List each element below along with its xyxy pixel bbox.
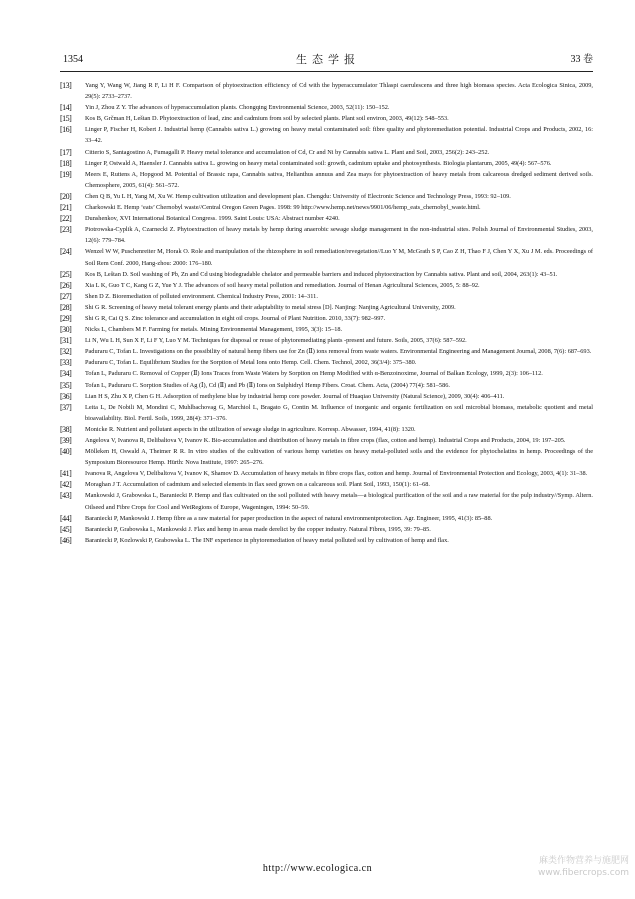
journal-title: 生态学报	[296, 53, 360, 66]
reference-number: [37]	[60, 402, 72, 412]
reference-number: [19]	[60, 169, 72, 179]
reference-number: [26]	[60, 280, 72, 290]
reference-entry	[60, 280, 593, 291]
reference-entry	[60, 324, 593, 335]
header-rule	[60, 71, 593, 72]
reference-entry	[60, 80, 593, 102]
volume-label: 33 卷	[570, 54, 593, 65]
reference-number: [18]	[60, 158, 72, 168]
reference-text: Yang Y, Wang W, Jiang R F, Li H F. Comparison of phytoextraction efficiency of Cd with the hyperaccumulator Thlaspi caerulescens and three high biomass species. Acta Ecologica Sinica, 2009, 29(5): 2733–2737.	[85, 82, 593, 101]
reference-text: Linger P, Fischer H, Kobert J. Industrial hemp (Cannabis sativa L.) growing on heavy metal contaminated soil: fibre quality and phytoremediation potential. Industrial Crops and Products, 2002, 16: 33–42.	[85, 126, 593, 145]
reference-text: Wenzel W W, Puschenreiter M, Horak O. Role and manipulation of the rhizosphere in soil remediation/revegetation//Luo Y M, McGrath S P, Cao Z H, Thao F J, Chen Y X, Xu J M. eds. Proceedings of Soil Rem Conf. 2000, Hang-zhou: 2000: 176–180.	[85, 248, 593, 267]
reference-text: Kos B, Grčman H, Leštan D. Phytoextraction of lead, zinc and cadmium from soil by selected plants. Plant soil environ, 2003, 49(12): 548–553.	[85, 115, 449, 123]
reference-entry	[60, 479, 593, 490]
reference-entry	[60, 435, 593, 446]
running-header	[63, 52, 593, 68]
reference-entry	[60, 202, 593, 213]
reference-number: [16]	[60, 125, 72, 135]
footer-url: http://www.ecologica.cn	[262, 863, 373, 874]
reference-entry	[60, 269, 593, 280]
reference-number: [45]	[60, 524, 72, 534]
reference-entry	[60, 158, 593, 169]
reference-text: Xia L K, Guo T C, Kang G Z, Yue Y J. The advances of soil heavy metal pollution and remediation. Journal of Henan Agricultural Sciences, 2005, 5: 88–92.	[85, 281, 480, 289]
reference-text: Linger P, Ostwald A, Haensler J. Cannabis sativa L. growing on heavy metal contaminated soil: growth, cadmium uptake and photosynthesis. Biologia plantarum, 2005, 49(4): 567–576.	[85, 159, 552, 167]
reference-entry	[60, 380, 593, 391]
reference-number: [40]	[60, 447, 72, 457]
reference-text: Nicks L, Chambers M F. Farming for metals. Mining Environmental Management, 1995, 3(3): 15–18.	[85, 326, 343, 334]
reference-text: Tofan L, Paduraru C. Sorption Studies of Ag (Ⅰ), Cd (Ⅱ) and Pb (Ⅱ) Ions on Sulphidryl Hemp Fibers. Croat. Chem. Acta, (2004) 77(4): 581–586.	[85, 381, 450, 389]
reference-number: [30]	[60, 325, 72, 335]
reference-entry	[60, 124, 593, 146]
watermark-line-2: www.fibercrops.com	[538, 868, 629, 878]
reference-text: Kos B, Leštan D. Soil washing of Pb, Zn and Cd using biodegradable chelator and permeable barriers and induced phytoextraction by Cannabis sativa. Plant and soil, 2004, 263(1): 43–51.	[85, 270, 558, 278]
reference-number: [29]	[60, 313, 72, 323]
reference-entry	[60, 402, 593, 424]
reference-number: [32]	[60, 347, 72, 357]
reference-entry	[60, 191, 593, 202]
reference-number: [22]	[60, 214, 72, 224]
watermark-line-1: 麻类作物营养与施肥网	[538, 856, 629, 866]
reference-number: [20]	[60, 191, 72, 201]
reference-number: [42]	[60, 480, 72, 490]
reference-number: [17]	[60, 147, 72, 157]
reference-number: [31]	[60, 336, 72, 346]
reference-number: [25]	[60, 269, 72, 279]
reference-entry	[60, 224, 593, 246]
reference-number: [44]	[60, 513, 72, 523]
reference-number: [27]	[60, 291, 72, 301]
reference-number: [41]	[60, 469, 72, 479]
reference-entry	[60, 169, 593, 191]
reference-text: Chen Q B, Yu L H, Yang M, Xu W. Hemp cultivation utilization and development plan. Chengdu: University of Electronic Science and Technology Press, 1993: 92–109.	[85, 192, 511, 200]
reference-entry	[60, 357, 593, 368]
reference-text: Shi G R, Cai Q S. Zinc tolerance and accumulation in eight oil crops. Journal of Plant Nutrition. 2010, 33(7): 982–997.	[85, 314, 386, 322]
watermark	[538, 855, 629, 879]
reference-entry	[60, 391, 593, 402]
reference-number: [38]	[60, 424, 72, 434]
reference-entry	[60, 524, 593, 535]
reference-text: Mölleken H, Oswald A, Theimer R R. In vitro studies of the cultivation of various hemp varieties on heavy metal-polluted soils and the evidence for phytochelatins in hemp. Proceedings of the Symposium Bioresource Hemp. Hürth: Nova Institute, 1997: 265–276.	[85, 448, 593, 467]
reference-entry	[60, 490, 593, 512]
reference-text: Mankowski J, Grabowska L, Baraniecki P. Hemp and flax cultivated on the soil polluted with heavy metals—a biological purification of the soil and a raw material for the pulp industry//Symp. Altern. Oilseed and Fibre Crops for Cool and WetRegions of Europe, Wageningen, 1994: 50–59.	[85, 492, 593, 511]
reference-text: Baraniecki P, Kozlowski P, Grabowska L. The INF experience in phytoremediation of heavy metal polluted soil by cultivation of hemp and flax.	[85, 536, 449, 544]
reference-text: Baraniecki P, Grabowska L, Mankowski J. Flax and hemp in areas made derelict by the copper industry. Natural Fibres, 1995, 39: 79–85.	[85, 525, 431, 533]
reference-number: [13]	[60, 81, 72, 90]
reference-text: Li N, Wu L H, Sun X F, Li F Y, Luo Y M. Techniques for disposal or reuse of phytoremediating plants -present and future. Soils, 2005, 37(6): 587–592.	[85, 337, 467, 345]
reference-entry	[60, 213, 593, 224]
reference-list	[60, 80, 593, 546]
reference-entry	[60, 335, 593, 346]
reference-entry	[60, 246, 593, 268]
reference-number: [21]	[60, 203, 72, 213]
reference-entry	[60, 535, 593, 546]
reference-number: [23]	[60, 225, 72, 235]
reference-entry	[60, 368, 593, 379]
reference-text: Tofan L, Paduraru C. Removal of Copper (Ⅱ) Ions Traces from Waste Waters by Sorption on Hemp Modified with α-Benzoinoxime, Journal of Balkan Ecology, 1999, 2(3): 106–112.	[85, 370, 543, 378]
reference-text: Citterio S, Santagostino A, Fumagalli P. Heavy metal tolerance and accumulation of Cd, Cr and Ni by Cannabis sativa L. Plant and Soil, 2003, 256(2): 243–252.	[85, 148, 490, 156]
reference-entry	[60, 291, 593, 302]
reference-text: Angelova V, Ivanova R, Delibaltova V, Ivanov K. Bio-accumulation and distribution of heavy metals in fibre crops (flax, cotton and hemp). Industrial Crops and Products, 2004, 19: 197–205.	[85, 437, 566, 444]
reference-text: Leita L, De Nobili M, Mondini C, Muhlbachovag G, Marchiol L, Bragato G, Contin M. Influence of inorganic and organic fertilization on soil microbial biomass, metabolic quotient and metal bioavailability. Biol. Fertil. Soils, 1999, 28(4): 371–376.	[85, 403, 593, 422]
reference-entry	[60, 513, 593, 524]
reference-text: Paduraru C, Tofan L. Investigations on the possibility of natural hemp fibers use for Zn (Ⅱ) ions removal from waste waters. Environmental Engineering and Management Journal, 2008, 7(6): 687–693.	[85, 348, 592, 356]
reference-text: Yin J, Zhou Z Y. The advances of hyperaccumulation plants. Chongqing Environmental Science, 2003, 52(11): 150–152.	[85, 104, 390, 112]
reference-number: [46]	[60, 535, 72, 545]
reference-text: Baraniecki P, Mankowski J. Hemp fibre as a raw material for paper production in the aspect of natural environmentprotection. Agr. Engineer, 1995, 41(3): 85–88.	[85, 514, 493, 522]
reference-number: [24]	[60, 247, 72, 257]
reference-entry	[60, 424, 593, 435]
page-number: 1354	[63, 54, 83, 65]
reference-entry	[60, 346, 593, 357]
reference-entry	[60, 446, 593, 468]
reference-text: Piotrowska-Cyplik A, Czarnecki Z. Phytoextraction of heavy metals by hemp during anaerobic sewage sludge management in the non-industrial sites. Polish Journal of Environmental Studies, 2003, 12(6): 779–784.	[85, 226, 593, 245]
reference-entry	[60, 102, 593, 113]
reference-number: [43]	[60, 491, 72, 501]
reference-text: Lian H S, Zhu X P, Chen G H. Adsorption of methylene blue by industrial hemp core powder. Journal of Huaqiao University (Natural Science), 2009, 30(4): 406–411.	[85, 392, 505, 400]
reference-number: [14]	[60, 103, 72, 113]
reference-text: Shen D Z. Bioremediation of polluted environment. Chemical Industry Press, 2001: 14–311.	[85, 292, 318, 300]
reference-text: Dunshenkov, XVI International Botanical Congress. 1999. Saint Louis: USA: Abstract number 4240.	[85, 215, 340, 223]
reference-number: [35]	[60, 380, 72, 390]
reference-number: [39]	[60, 436, 72, 445]
reference-entry	[60, 113, 593, 124]
reference-number: [28]	[60, 302, 72, 312]
reference-text: Charkowski E. Hemp ‘eats’ Chernobyl waste//Central Oregon Green Pages. 1998: 99 http://www.hemp.net/news/9901/06/hemp_eats_chernobyl_waste.html.	[85, 204, 481, 212]
reference-entry	[60, 313, 593, 324]
reference-entry	[60, 468, 593, 479]
reference-text: Meers E, Ruttens A, Hopgood M. Potential of Brassic rapa, Cannabis sativa, Helianthus annuus and Zea mays for phytoextraction of heavy metals from calcareous dredged sediment derived soils. Chemosphere, 2005, 61(4): 561–572.	[85, 170, 593, 189]
reference-text: Moraghan J T. Accumulation of cadmium and selected elements in flax seed grown on a calcareous soil. Plant Soil, 1993, 150(1): 61–68.	[85, 481, 430, 489]
reference-text: Paduraru C, Tofan L. Equilibrium Studies for the Sorption of Metal Ions onto Hemp. Cell. Chem. Technol, 2002, 36(3/4): 375–380.	[85, 359, 417, 367]
reference-number: [15]	[60, 114, 72, 124]
reference-text: Ivanova R, Angelova V, Delibaltova V, Ivanov K, Shamov D. Accumulation of heavy metals in fibre crops flax, cotton and hemp. Journal of Environmental Protection and Ecology, 2003, 4(1): 31–38.	[85, 470, 588, 478]
reference-text: Monicke R. Nutrient and pollutant aspects in the utilization of sewage sludge in agriculture. Korresp. Abwasser, 1994, 41(8): 1320.	[85, 425, 416, 433]
reference-text: Shi G R. Screening of heavy metal tolerant energy plants and their adaptability to metal stress [D]. Nanjing: Nanjing Agricultural University, 2009.	[85, 303, 456, 311]
reference-number: [34]	[60, 369, 72, 379]
reference-entry	[60, 302, 593, 313]
reference-entry	[60, 147, 593, 158]
reference-number: [33]	[60, 358, 72, 368]
reference-number: [36]	[60, 391, 72, 401]
